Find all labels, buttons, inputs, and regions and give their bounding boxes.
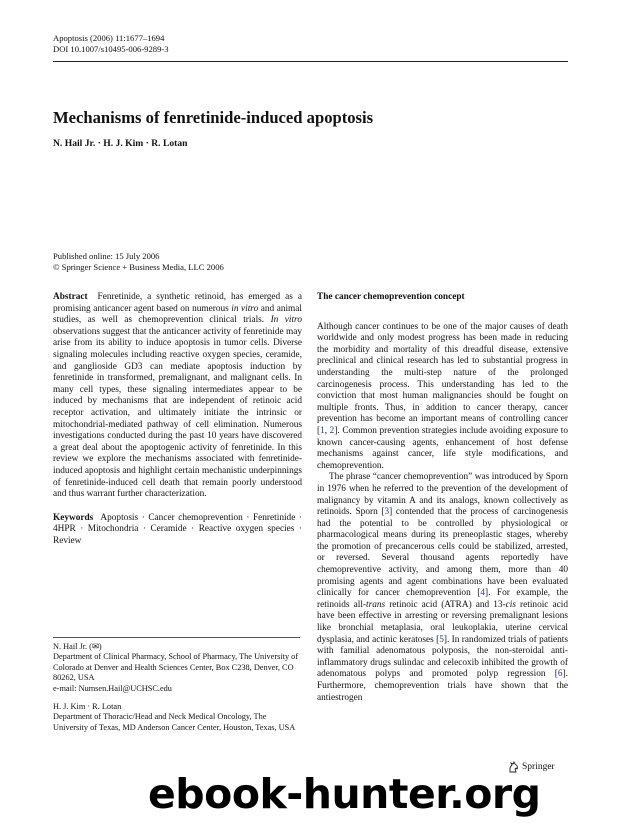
abstract: Abstract Fenretinide, a synthetic retinoid, has emerged as a promising anticancer agent based on numerous in vitro and animal studies, as well as chemoprevention clinical trials. In vitro observations suggest that the anticancer activity of fenretinide may arise from its ability to induce apoptosis in tumor cells. Diverse signaling molecules including reactive oxygen species, ceramide, and ganglioside GD3 can mediate apoptosis induction by fenretinide in transformed, premalignant, and malignant cells. In many cell types, these signaling intermediates appear to be induced by mechanisms that are independent of retinoic acid receptor activation, and ultimately initiate the intrinsic or mitochondrial-mediated pathway of cell elimination. Numerous investigations conducted during the past 10 years have discovered a great deal about the apoptogenic activity of fenretinide. In this review we explore the mechanisms associated with fenretinide-induced apoptosis and highlight certain mechanistic underpinnings of fenretinide-induced cell death that remain poorly understood and thus warrant further characterization.	[53, 292, 302, 500]
affiliation-rule	[53, 637, 300, 638]
affiliation-1-name: N. Hail Jr. (✉)	[53, 642, 102, 651]
affiliation-1-address: Department of Clinical Pharmacy, School of Pharmacy, The University of Colorado at Denver and Health Sciences Center, Box C238, Denver, CO 80262, USA	[53, 652, 299, 683]
watermark-text: ebook-hunter.org	[148, 770, 541, 818]
affiliation-1-email[interactable]: e-mail: Numsen.Hail@UCHSC.edu	[53, 683, 172, 693]
doi-line: DOI 10.1007/s10495-006-9289-3	[53, 44, 169, 54]
citation-link[interactable]: 2	[329, 425, 335, 436]
article-title: Mechanisms of fenretinide-induced apoptosis	[53, 108, 374, 127]
affiliation-2-address: Department of Thoracic/Head and Neck Medical Oncology, The University of Texas, MD Anderson Cancer Center, Houston, Texas, USA	[53, 712, 296, 732]
affiliation-2-name: H. J. Kim · R. Lotan	[53, 702, 122, 712]
keywords	[53, 513, 302, 548]
affiliations	[53, 642, 302, 733]
published-date: Published online: 15 July 2006	[53, 251, 160, 261]
author-list: N. Hail Jr. · H. J. Kim · R. Lotan	[53, 138, 188, 149]
left-column	[53, 292, 302, 547]
keywords-label: Keywords	[53, 512, 94, 523]
section-heading: The cancer chemoprevention concept	[317, 292, 465, 302]
copyright-line: © Springer Science + Business Media, LLC 2006	[53, 262, 224, 272]
section-paragraph-2: The phrase “cancer chemoprevention” was introduced by Sporn in 1976 when he referred to the prevention of the development of malignancy by vitamin A and its analogs, known collectively as retinoids. Sporn [3] contended that the process of carcinogenesis had the potential to be controlled by physiological or pharmacological means during its preneoplastic stages, whereby the promotion of precancerous cells could be stabilized, arrested, or reversed. Several thousand agents reportedly have chemopreventive activity, and among them, more than 40 promising agents and agent combinations have been evaluated clinically for cancer chemoprevention [4]. For example, the retinoids all-trans retinoic acid (ATRA) and 13-cis retinoic acid have been effective in arresting or reversing premalignant lesions like bronchial metaplasia, oral leukoplakia, uterine cervical dysplasia, and actinic keratoses [5]. In randomized trials of patients with familial adenomatous polyposis, the non-steroidal anti-inflammatory drugs sulindac and celecoxib inhibited the growth of adenomatous polyps and promoted polyp regression [6]. Furthermore, chemoprevention trials have shown that the antiestrogen	[317, 472, 568, 703]
section-paragraph-1: Although cancer continues to be one of the major causes of death worldwide and only modest progress has been made in reducing the morbidity and mortality of this dreadful disease, extensive preclinical and clinical research has led to substantial progress in understanding the multi-step nature of the prolonged carcinogenesis process. This understanding has led to the conviction that most human malignancies should be fought on multiple fronts. Thus, in addition to cancer therapy, cancer prevention has become an important means of controlling cancer [1, 2]. Common prevention strategies include avoiding exposure to known cancer-causing agents, enhancement of host defense mechanisms against cancer, life style modifications, and chemoprevention.	[317, 321, 568, 471]
journal-citation: Apoptosis (2006) 11:1677–1694	[53, 33, 165, 43]
header-rule	[53, 61, 568, 62]
citation-link[interactable]: 3	[384, 507, 390, 518]
citation-link[interactable]: 1	[320, 425, 325, 436]
citation-link[interactable]: 4	[480, 588, 485, 599]
right-column	[317, 292, 568, 704]
publication-info	[53, 251, 224, 273]
journal-header	[53, 33, 169, 55]
citation-link[interactable]: 6	[557, 669, 563, 680]
citation-link[interactable]: 5	[439, 634, 444, 645]
abstract-label: Abstract	[53, 292, 88, 302]
keywords-text: Apoptosis · Cancer chemoprevention · Fenretinide · 4HPR · Mitochondria · Ceramide · Reactive oxygen species · Review	[53, 512, 302, 546]
publisher-name: Springer	[522, 762, 555, 772]
